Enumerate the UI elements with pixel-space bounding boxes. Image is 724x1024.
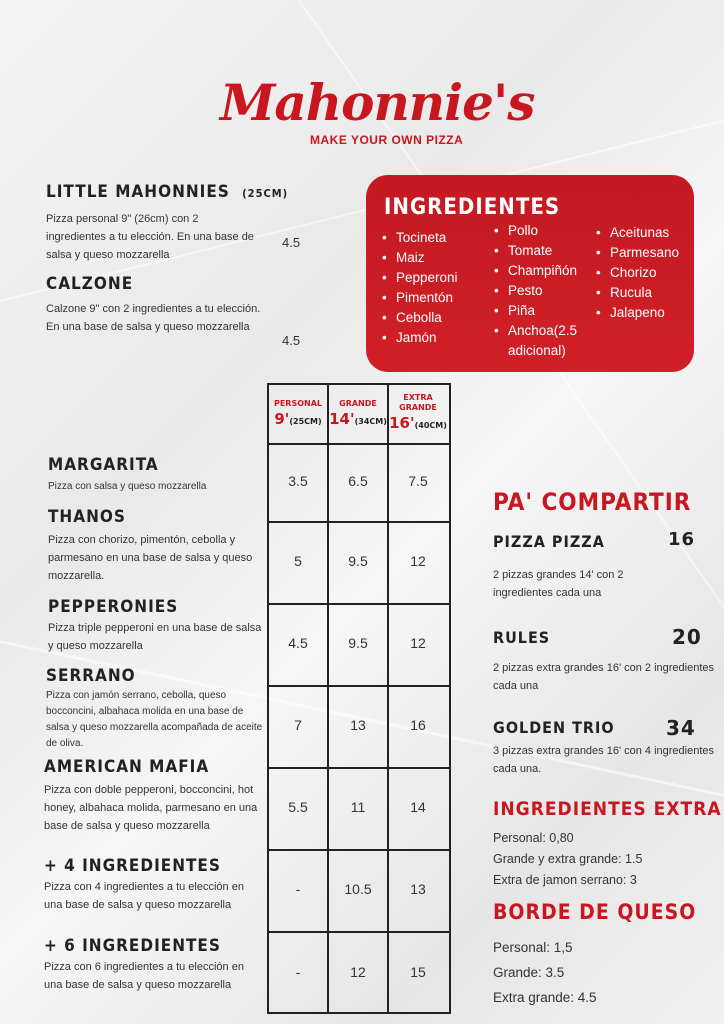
size-header-extra-grande [388, 393, 448, 432]
price-cell: 3.5 [288, 473, 308, 489]
special-title-suffix: (25CM) [242, 187, 289, 200]
extras-line: Extra de jamon serrano: 3 [493, 873, 637, 887]
pizza-description: Pizza con salsa y queso mozzarella [48, 481, 207, 492]
border-line: Grande: 3.5 [493, 965, 565, 980]
price-cell: 4.5 [288, 635, 308, 651]
share-item-description: 3 pizzas extra grandes 16' con 4 ingredientes cada una. [493, 745, 715, 775]
size-label: EXTRA GRANDE [399, 393, 437, 412]
price-cell: 14 [410, 799, 426, 815]
size-cm: (40CM) [414, 421, 447, 430]
price-grid [267, 383, 451, 1014]
share-item-price: 16 [668, 529, 696, 550]
ingredient-item: • Aceitunas [596, 223, 679, 243]
grid-divider [269, 931, 449, 933]
grid-divider [269, 685, 449, 687]
pizza-6-ingredientes [44, 936, 249, 994]
pizza-name: + 4 INGREDIENTES [44, 856, 221, 876]
size-cm: (34CM) [354, 417, 387, 426]
size-inches: 16' [389, 414, 415, 432]
ingredient-item: • Jamón [382, 328, 458, 348]
share-item-name: PIZZA PIZZA [493, 532, 605, 551]
ingredient-item: • Parmesano [596, 243, 679, 263]
size-header-personal [268, 399, 328, 428]
price-cell: 11 [350, 799, 366, 815]
special-price: 4.5 [282, 235, 301, 250]
border-line: Personal: 1,5 [493, 940, 573, 955]
ingredient-item: • Tocineta [382, 228, 458, 248]
price-cell: 10.5 [344, 881, 372, 897]
pizza-american-mafia [44, 757, 262, 835]
pizza-description: Pizza con jamón serrano, cebolla, queso bocconcini, albahaca molida en una base de salsa y queso mozzarella acompañada de aceite de oliva. [46, 690, 263, 749]
ingredient-item: • Chorizo [596, 263, 679, 283]
ingredient-item: • Tomate [494, 241, 594, 261]
pizza-name: MARGARITA [48, 455, 159, 475]
price-cell: 9.5 [348, 553, 368, 569]
extras-line: Personal: 0,80 [493, 831, 574, 845]
extras-line: Grande y extra grande: 1.5 [493, 852, 643, 866]
ingredients-panel [366, 175, 694, 372]
pizza-name: AMERICAN MAFIA [44, 757, 210, 777]
pizza-description: Pizza con chorizo, pimentón, cebolla y parmesano en una base de salsa y queso mozzarella. [48, 534, 253, 582]
price-cell: 6.5 [348, 473, 368, 489]
size-inches: 9' [274, 410, 290, 428]
ingredient-item: • Cebolla [382, 308, 458, 328]
special-price: 4.5 [282, 333, 301, 348]
size-label: GRANDE [339, 399, 377, 408]
grid-divider [269, 603, 449, 605]
share-item-description: 2 pizzas extra grandes 16' con 2 ingredientes cada una [493, 662, 715, 692]
price-cell: 13 [350, 717, 366, 733]
grid-divider [269, 443, 449, 445]
price-cell: 12 [350, 964, 366, 980]
brand-tagline: MAKE YOUR OWN PIZZA [310, 133, 464, 147]
pizza-description: Pizza con 4 ingredientes a tu elección en una base de salsa y queso mozzarella [44, 881, 244, 911]
size-inches: 14' [329, 410, 355, 428]
special-description: Calzone 9" con 2 ingredientes a tu elección. En una base de salsa y queso mozzarella [46, 303, 261, 333]
pizza-pepperonies [48, 597, 263, 655]
price-cell: 15 [410, 964, 426, 980]
price-cell: 5.5 [288, 799, 308, 815]
size-header-grande [328, 399, 388, 428]
border-line: Extra grande: 4.5 [493, 990, 597, 1005]
brand-name: Mahonnie's [220, 73, 535, 132]
border-list [493, 935, 597, 1010]
pizza-4-ingredientes [44, 856, 249, 914]
pizza-description: Pizza con doble pepperoni, bocconcini, hot honey, albahaca molida, parmesano en una base de salsa y queso mozzarella [44, 784, 258, 832]
price-cell: 12 [410, 635, 426, 651]
pizza-name: SERRANO [46, 666, 136, 686]
pizza-description: Pizza triple pepperoni en una base de salsa y queso mozzarella [48, 622, 262, 652]
ingredients-column-3 [596, 223, 679, 323]
share-item-name: GOLDEN TRIO [493, 718, 615, 737]
ingredient-item: • Piña [494, 301, 594, 321]
extras-title: INGREDIENTES EXTRA [493, 798, 722, 820]
share-item-name: RULES [493, 628, 551, 647]
size-label: PERSONAL [273, 399, 323, 408]
special-calzone [46, 274, 286, 336]
grid-divider [269, 849, 449, 851]
share-item-description: 2 pizzas grandes 14' con 2 ingredientes cada una [493, 569, 624, 599]
share-section-title: PA' COMPARTIR [493, 488, 692, 516]
special-little-mahonnies [46, 182, 289, 264]
price-cell: 12 [410, 553, 426, 569]
pizza-description: Pizza con 6 ingredientes a tu elección en una base de salsa y queso mozzarella [44, 961, 244, 991]
ingredient-item: • Pimentón [382, 288, 458, 308]
share-item-price: 34 [666, 716, 696, 740]
ingredient-item: • Anchoa(2.5 adicional) [494, 321, 594, 361]
pizza-thanos [48, 507, 263, 585]
ingredient-item: • Rucula [596, 283, 679, 303]
ingredient-item: • Pesto [494, 281, 594, 301]
pizza-margarita [48, 455, 263, 495]
extras-list [493, 828, 642, 891]
ingredient-item: • Maiz [382, 248, 458, 268]
share-item-price: 20 [672, 625, 702, 649]
ingredient-item: • Jalapeno [596, 303, 679, 323]
price-cell: 7.5 [408, 473, 428, 489]
ingredient-item: • Champiñón [494, 261, 594, 281]
price-cell: 7 [294, 717, 302, 733]
ingredients-column-1 [382, 228, 458, 348]
pizza-name: THANOS [48, 507, 126, 527]
grid-divider [269, 521, 449, 523]
price-cell: - [295, 881, 301, 897]
special-description: Pizza personal 9" (26cm) con 2 ingredientes a tu elección. En una base de salsa y queso mozzarella [46, 213, 254, 261]
ingredients-column-2 [494, 221, 594, 361]
pizza-name: + 6 INGREDIENTES [44, 936, 221, 956]
price-cell: 5 [294, 553, 302, 569]
special-title: CALZONE [46, 274, 134, 294]
pizza-serrano [46, 666, 264, 752]
pizza-name: PEPPERONIES [48, 597, 179, 617]
border-title: BORDE DE QUESO [493, 900, 697, 924]
ingredient-item: • Pepperoni [382, 268, 458, 288]
ingredients-title: INGREDIENTES [384, 195, 561, 220]
ingredient-item: • Pollo [494, 221, 594, 241]
price-cell: 13 [410, 881, 426, 897]
size-cm: (25CM) [289, 417, 322, 426]
price-cell: 9.5 [348, 635, 368, 651]
grid-divider [269, 767, 449, 769]
price-cell: - [295, 964, 301, 980]
special-title: LITTLE MAHONNIES [46, 182, 230, 202]
price-cell: 16 [410, 717, 426, 733]
